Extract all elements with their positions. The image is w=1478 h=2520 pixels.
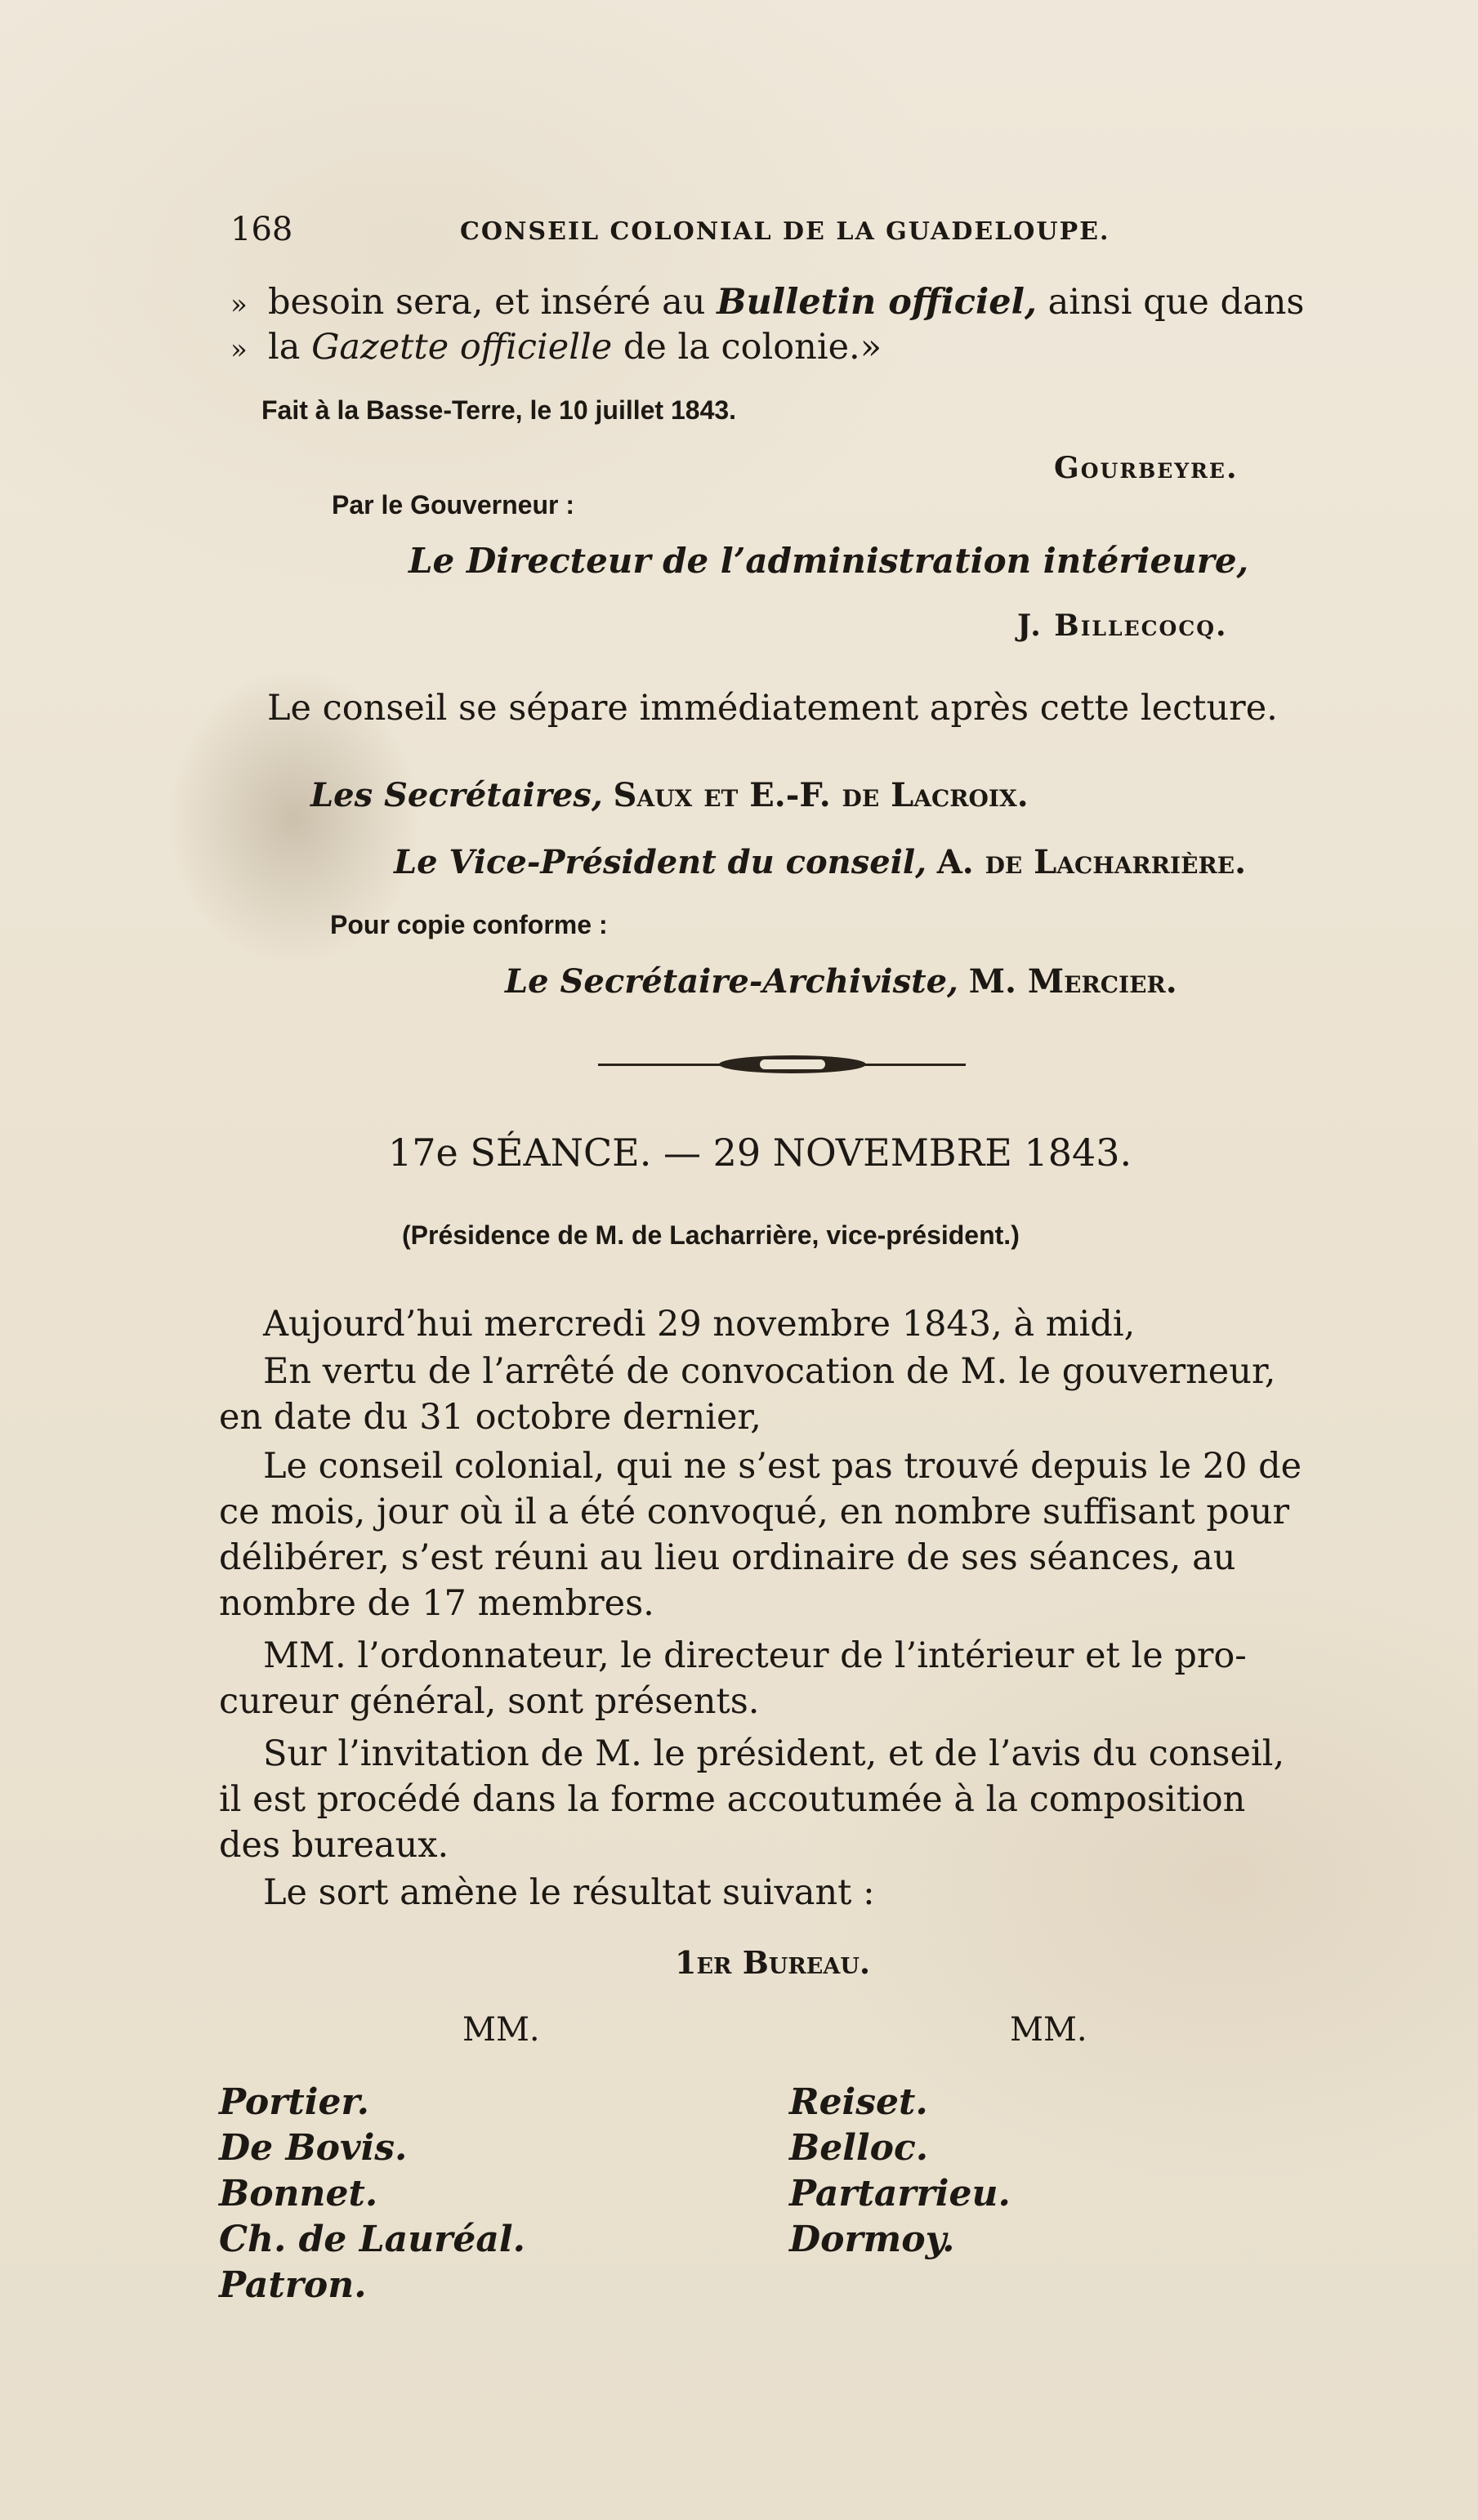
vice-president-line	[394, 843, 1246, 881]
member-left: Patron.	[219, 2264, 367, 2306]
decree-line-1-text: besoin sera, et inséré au	[268, 282, 706, 323]
paragraph-conseil-1: Le conseil colonial, qui ne s’est pas trouvé depuis le 20 de	[263, 1446, 1302, 1487]
member-left: Ch. de Lauréal.	[219, 2219, 525, 2260]
quote-mark: »	[230, 288, 248, 321]
quote-mark: »	[230, 333, 248, 366]
signature-gourbeyre: Gourbeyre.	[1054, 451, 1239, 485]
decree-line-1-end: ainsi que dans	[1047, 282, 1305, 323]
decree-line-2-end: de la colonie.»	[623, 327, 882, 368]
paragraph-bureaux-2: il est procédé dans la forme accoutumée à la composition	[219, 1779, 1246, 1820]
paragraph-conseil-3: délibérer, s’est réuni au lieu ordinaire de ses séances, au	[219, 1537, 1236, 1578]
vice-president-title: Le Vice-Président du conseil,	[394, 843, 927, 881]
paragraph-conseil-2: ce mois, jour où il a été convoqué, en nombre suffisant pour	[219, 1492, 1290, 1532]
decree-line-2	[230, 327, 882, 368]
member-right: Partarrieu.	[789, 2173, 1011, 2214]
paragraph-bureaux-3: des bureaux.	[219, 1825, 449, 1866]
member-left: De Bovis.	[219, 2127, 408, 2169]
archiviste-name: M. Mercier.	[968, 962, 1177, 1001]
archiviste-line	[505, 962, 1177, 1001]
member-right: Dormoy.	[789, 2219, 955, 2260]
signature-billecocq: J. Billecocq.	[1017, 609, 1228, 643]
col-left-head: MM.	[462, 2011, 540, 2049]
secretaires-title: Les Secrétaires,	[310, 776, 603, 814]
member-right: Belloc.	[789, 2127, 929, 2169]
pour-copie-conforme: Pour copie conforme :	[330, 910, 608, 939]
paragraph-convocation-1: En vertu de l’arrêté de convocation de M. le gouverneur,	[263, 1351, 1276, 1392]
running-head: CONSEIL COLONIAL DE LA GUADELOUPE.	[460, 217, 1110, 246]
paragraph-convocation-2: en date du 31 octobre dernier,	[219, 1397, 761, 1438]
member-left: Portier.	[219, 2081, 369, 2123]
col-right-head: MM.	[1010, 2011, 1087, 2049]
vice-president-name: A. de Lacharrière.	[936, 843, 1247, 881]
fait-line: Fait à la Basse-Terre, le 10 juillet 1843.	[261, 395, 737, 425]
page-number: 168	[230, 211, 293, 248]
decree-line-1	[230, 282, 1304, 323]
par-le-gouverneur: Par le Gouverneur :	[332, 490, 574, 520]
paragraph-presents-2: cureur général, sont présents.	[219, 1681, 760, 1722]
bulletin-officiel: Bulletin officiel,	[717, 282, 1037, 323]
session-title: 17e SÉANCE. — 29 NOVEMBRE 1843.	[388, 1131, 1132, 1175]
paragraph-presents-1: MM. l’ordonnateur, le directeur de l’intérieur et le pro-	[263, 1635, 1247, 1676]
separation-line: Le conseil se sépare immédiatement après cette lecture.	[267, 688, 1278, 729]
paragraph-date: Aujourd’hui mercredi 29 novembre 1843, à midi,	[263, 1304, 1136, 1345]
paragraph-bureaux-1: Sur l’invitation de M. le président, et de l’avis du conseil,	[263, 1733, 1285, 1774]
paragraph-conseil-4: nombre de 17 membres.	[219, 1583, 654, 1624]
bureau-title: 1er Bureau.	[675, 1944, 871, 1981]
rule-ornament	[719, 1055, 866, 1073]
secretaires-names: Saux et E.-F. de Lacroix.	[613, 776, 1029, 814]
decree-line-2-pre: la	[268, 327, 301, 368]
member-right: Reiset.	[789, 2081, 928, 2123]
member-left: Bonnet.	[219, 2173, 378, 2214]
paragraph-sort: Le sort amène le résultat suivant :	[263, 1872, 875, 1913]
presidence-line: (Présidence de M. de Lacharrière, vice-président.)	[402, 1220, 1020, 1250]
directeur-title: Le Directeur de l’administration intérieure,	[409, 541, 1249, 581]
secretaires-line	[310, 776, 1029, 814]
archiviste-title: Le Secrétaire-Archiviste,	[505, 962, 958, 1001]
gazette-officielle: Gazette officielle	[311, 327, 613, 368]
